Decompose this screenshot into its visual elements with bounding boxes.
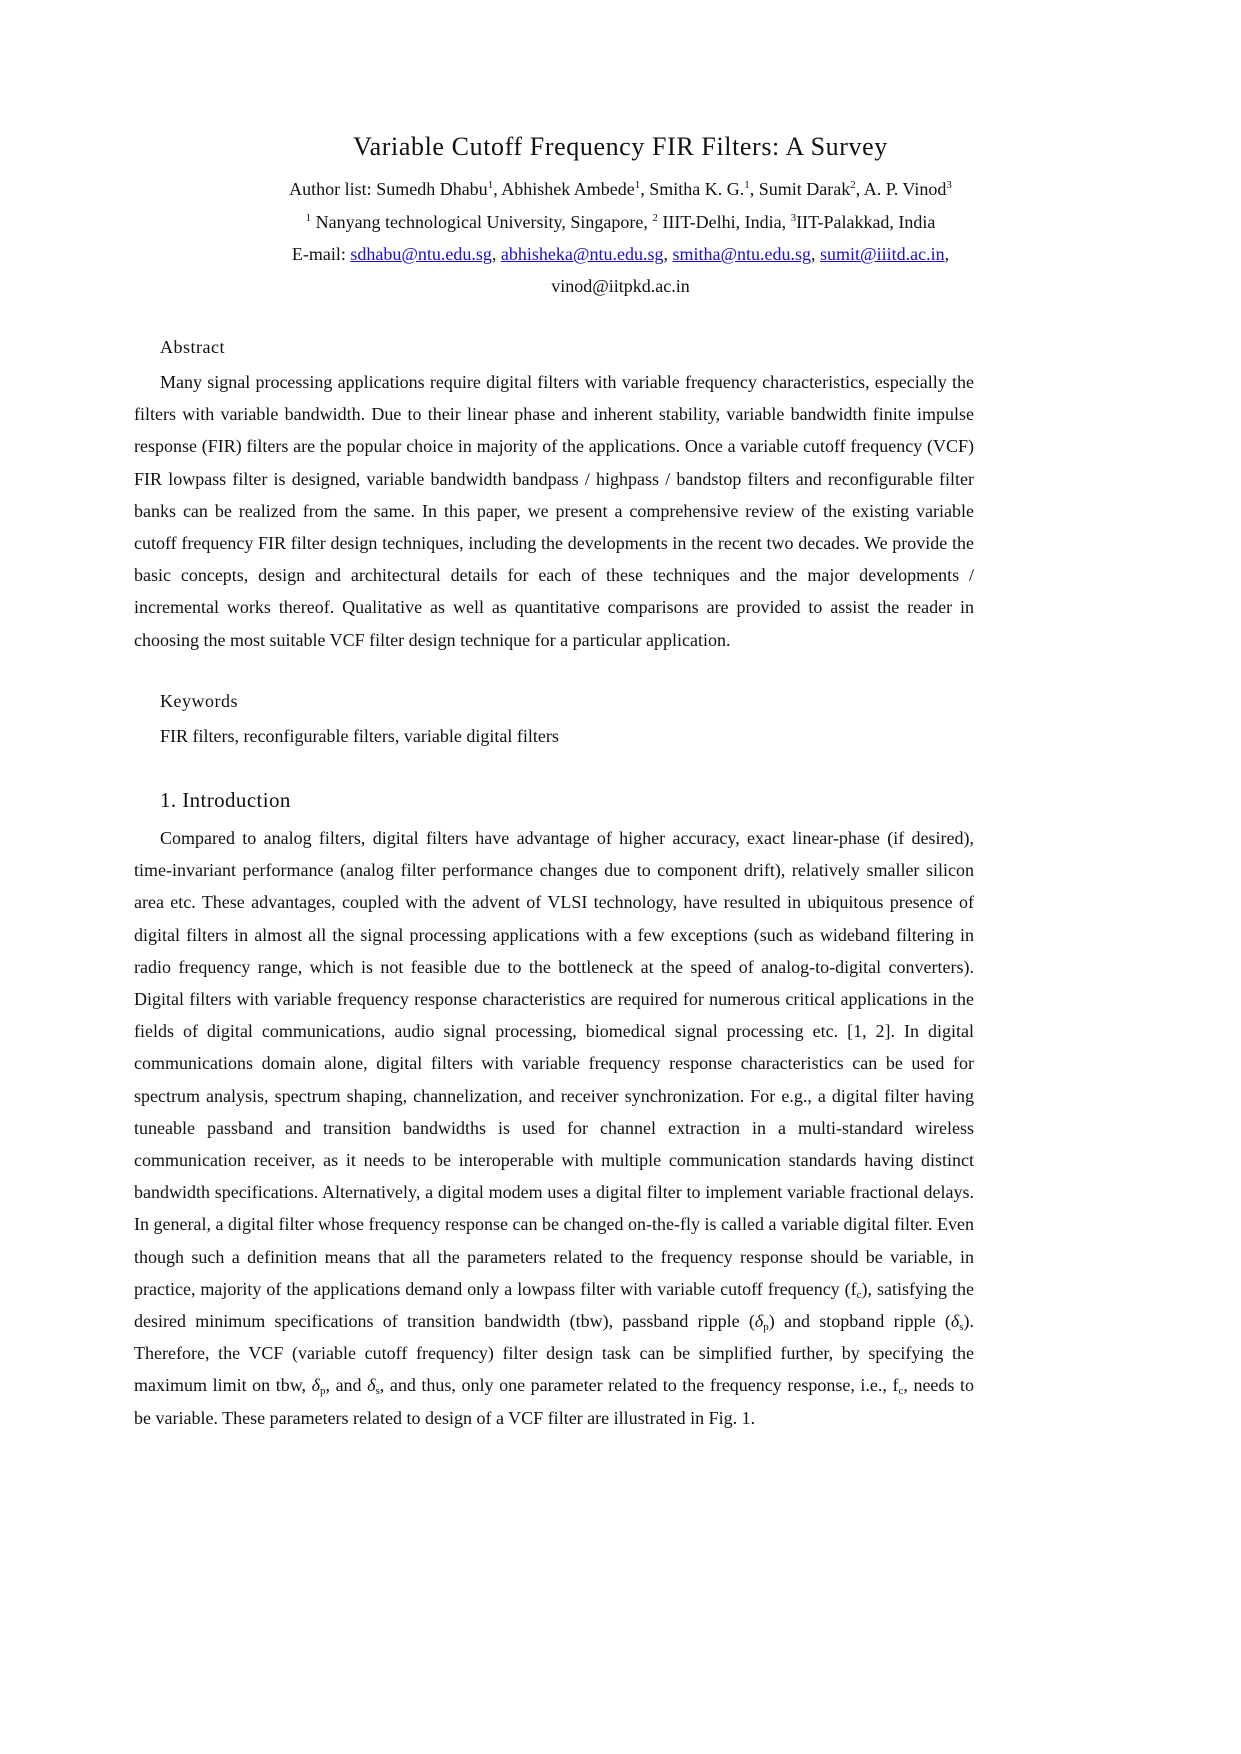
subscript: s [959, 1321, 964, 1334]
subscript: s [375, 1385, 380, 1398]
paper-title: Variable Cutoff Frequency FIR Filters: A Survey [353, 132, 888, 161]
email-link[interactable]: smitha@ntu.edu.sg [672, 244, 812, 264]
symbol-delta: δ [754, 1311, 764, 1332]
affiliations [0, 206, 1241, 238]
subscript: p [320, 1385, 326, 1398]
abstract-heading: Abstract [160, 337, 225, 357]
affiliation-name: Nanyang technological University, Singapore, [311, 212, 653, 232]
author-name: Sumedh Dhabu [376, 179, 488, 199]
text-run: Compared to analog filters, digital filters have advantage of higher accuracy, exact linear-phase (if desired), time-invariant performance (analog filter performance changes due to component drift), relatively smaller silicon area etc. These advantages, coupled with the advent of VLSI technology, have resulted in ubiquitous presence of digital filters in almost all the signal processing applications with a few exceptions (such as wideband filtering in radio frequency range, which is not feasible due to the bottleneck at the speed of analog-to-digital converters). Digital filters with variable frequency response characteristics are required for numerous critical applications in the fields of digital communications, audio signal processing, biomedical signal processing etc. [1, 2]. In digital communications domain alone, digital filters with variable frequency response characteristics can be used for spectrum analysis, spectrum shaping, channelization, and receiver synchronization. For e.g., a digital filter having tuneable passband and transition bandwidths is used for channel extraction in a multi-standard wireless communication receiver, as it needs to be interoperable with multiple communication standards having distinct bandwidth specifications. Alternatively, a digital modem uses a digital filter to implement variable fractional delays. In general, a digital filter whose frequency response can be changed on-the-fly is called a variable digital filter. Even though such a definition means that all the parameters related to the frequency response should be variable, in practice, majority of the applications demand only a lowpass filter with variable cutoff frequency (f [134, 828, 974, 1299]
affiliation-mark: 1 [487, 179, 494, 191]
author-list-label: Author list: [289, 179, 377, 199]
author-list: Author list: Sumedh Dhabu$^1$, Abhishek Ambede$^1$, Smitha K. G.$^1$, Sumit Darak$^2$, A. P. Vinod$^3$ [289, 179, 952, 199]
introduction-paragraph [134, 822, 974, 1434]
email-line: E-mail: sdhabu@ntu.edu.sg, abhisheka@ntu.edu.sg, smitha@ntu.edu.sg, sumit@iiitd.ac.in, [291, 244, 950, 264]
text-run: , and [325, 1375, 368, 1396]
keywords-text: FIR filters, reconfigurable filters, variable digital filters [160, 726, 559, 746]
subscript: p [763, 1321, 769, 1334]
email-link[interactable]: sumit@iiitd.ac.in [820, 244, 945, 264]
affiliation-mark: 1 [744, 179, 750, 191]
affiliation-name: IIT-Palakkad, India [796, 212, 936, 232]
text-run: ). Therefore, the VCF (variable cutoff frequency) filter design task can be simplified further, by specifying the maximum limit on tbw, [134, 1311, 974, 1396]
author-name: Sumit Darak [758, 179, 851, 199]
section-heading-introduction: 1. Introduction [160, 788, 291, 812]
keywords-heading: Keywords [160, 691, 238, 711]
affiliation-mark: 1 [634, 179, 641, 191]
affiliation-number: 1 [305, 212, 312, 224]
author-name: Abhishek Ambede [501, 179, 635, 199]
email-link[interactable]: sdhabu@ntu.edu.sg [350, 244, 492, 264]
affiliation-name: IIIT-Delhi, India, [657, 212, 791, 232]
subscript: c [898, 1385, 904, 1398]
email-link[interactable]: abhisheka@ntu.edu.sg [500, 244, 664, 264]
subscript: c [856, 1288, 862, 1301]
author-name: Smitha K. G. [649, 179, 745, 199]
email-label: E-mail: [291, 244, 351, 264]
symbol-delta: δ [367, 1375, 376, 1396]
text-run: , needs to be variable. These parameters related to design of a VCF filter are illustrated in Fig. 1. [134, 1375, 975, 1428]
affiliation-number: 2 [652, 212, 658, 224]
affiliation-number: 3 [790, 212, 797, 224]
affiliation-mark: 2 [850, 179, 856, 191]
text-run: , and thus, only one parameter related to the frequency response, i.e., f [379, 1375, 899, 1396]
text-run: ) and stopband ripple ( [768, 1311, 951, 1332]
email-last: vinod@iitpkd.ac.in [551, 276, 690, 296]
affiliation-mark: 3 [946, 179, 952, 191]
symbol-delta: δ [311, 1375, 320, 1396]
symbol-delta: δ [950, 1311, 960, 1332]
abstract-text: Many signal processing applications require digital filters with variable frequency characteristics, especially the filters with variable bandwidth. Due to their linear phase and inherent stability, variable bandwidth finite impulse response (FIR) filters are the popular choice in majority of the applications. Once a variable cutoff frequency (VCF) FIR lowpass filter is designed, variable bandwidth bandpass / highpass / bandstop filters and reconfigurable filter banks can be realized from the same. In this paper, we present a comprehensive review of the existing variable cutoff frequency FIR filter design techniques, including the developments in the recent two decades. We provide the basic concepts, design and architectural details for each of these techniques and the major developments / incremental works thereof. Qualitative as well as quantitative comparisons are provided to assist the reader in choosing the most suitable VCF filter design technique for a particular application. [134, 372, 974, 650]
author-name: A. P. Vinod [863, 179, 947, 199]
text-run: ), satisfying the desired minimum specifications of transition bandwidth (tbw), passband ripple ( [134, 1278, 974, 1332]
